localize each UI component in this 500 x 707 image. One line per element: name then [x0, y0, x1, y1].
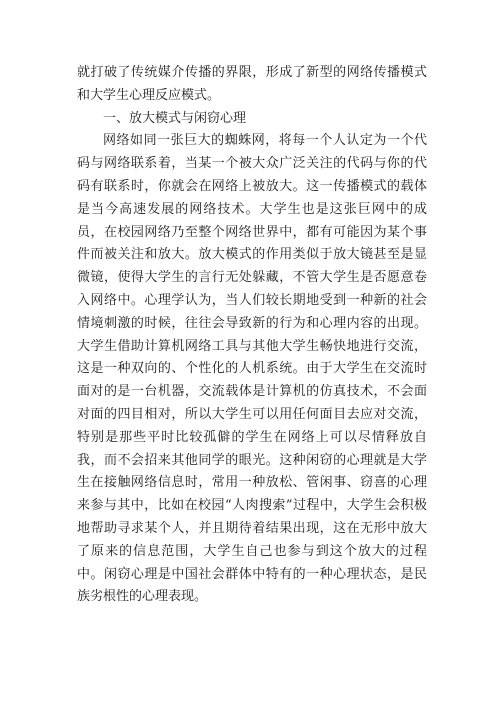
document-body — [77, 62, 427, 609]
section-heading: 一、放大模式与闲窃心理 — [103, 110, 247, 126]
intro-paragraph: 就打破了传统媒介传播的界限，形成了新型的网络传播模式和大学生心理反应模式。 — [77, 65, 427, 103]
body-paragraph: 网络如同一张巨大的蜘蛛网，将每一个人认定为一个代码与网络联系着，当某一个被大众广泛关注的代码与你的代码有联系时，你就会在网络上被放大。这一传播模式的载体是当今高速发展的网络技术。大学生也是这张巨网中的成员，在校园网络乃至整个网络世界中，都有可能因为某个事件而被关注和放大。放大模式的作用类似于放大镜甚至是显微镜，使得大学生的言行无处躲藏，不管大学生是否愿意卷入网络中。心理学认为，当人们较长期地受到一种新的社会情境刺激的时候，往往会导致新的行为和心理内容的出现。大学生借助计算机网络工具与其他大学生畅快地进行交流，这是一种双向的、个性化的人机系统。由于大学生在交流时面对的是一台机器，交流载体是计算机的仿真技术，不会面对面的四目相对，所以大学生可以用任何面目去应对交流，特别是那些平时比较孤僻的学生在网络上可以尽情释放自我，而不会招来其他同学的眼光。这种闲窃的心理就是大学生在接触网络信息时，常用一种放松、管闲事、窃喜的心理来参与其中，比如在校园“人肉搜索”过程中，大学生会积极地帮助寻求某个人，并且期待着结果出现，这在无形中放大了原来的信息范围，大学生自己也参与到这个放大的过程中。闲窃心理是中国社会群体中特有的一种心理状态，是民族劣根性的心理表现。 — [77, 133, 427, 605]
